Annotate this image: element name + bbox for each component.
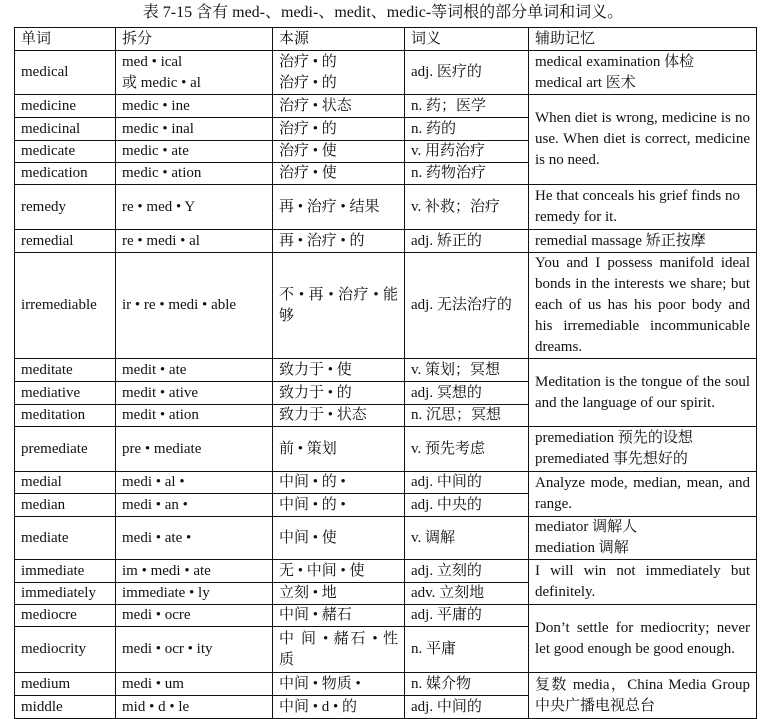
table-row	[15, 359, 757, 382]
origin-cell: 治疗 • 使	[273, 141, 405, 163]
meaning-cell: adj. 矫正的	[405, 230, 529, 253]
word-cell: remedial	[15, 230, 116, 253]
memory-cell	[529, 427, 757, 472]
table-caption: 表 7-15 含有 med-、medi-、medit、medic-等词根的部分单词和词义。	[142, 4, 624, 21]
word-cell: meditate	[15, 359, 116, 382]
table-row	[15, 605, 757, 627]
memory-line: medical art 医术	[535, 74, 636, 91]
origin-cell: 致力于 • 的	[273, 382, 405, 405]
memory-line: mediator 调解人	[535, 519, 638, 535]
origin-cell: 致力于 • 使	[273, 359, 405, 382]
origin-cell: 中间 • 的 •	[273, 472, 405, 494]
origin-line: 治疗 • 的	[279, 53, 337, 70]
word-cell: medial	[15, 472, 116, 494]
memory-cell: I will win not immediately but definitely.	[529, 560, 757, 605]
memory-cell	[529, 517, 757, 560]
word-cell: median	[15, 494, 116, 517]
table-row	[15, 95, 757, 118]
split-line: med • ical	[122, 53, 183, 70]
split-cell: ir • re • medi • able	[116, 253, 273, 359]
word-cell: middle	[15, 696, 116, 719]
table-row	[15, 230, 757, 253]
split-cell: re • med • Y	[116, 185, 273, 230]
memory-cell	[529, 51, 757, 95]
word-cell: immediate	[15, 560, 116, 583]
meaning-cell: adj. 医疗的	[405, 51, 529, 95]
table-row	[15, 51, 757, 95]
word-cell: mediocrity	[15, 627, 116, 673]
header-meaning: 词义	[405, 28, 529, 51]
meaning-cell: adj. 平庸的	[405, 605, 529, 627]
header-memory: 辅助记忆	[529, 28, 757, 51]
table-row	[15, 427, 757, 472]
origin-cell: 治疗 • 状态	[273, 95, 405, 118]
table-row	[15, 185, 757, 230]
split-cell: medi • an •	[116, 494, 273, 517]
meaning-cell: adj. 无法治疗的	[405, 253, 529, 359]
word-cell: mediocre	[15, 605, 116, 627]
origin-cell: 再 • 治疗 • 结果	[273, 185, 405, 230]
origin-line: 治疗 • 的	[279, 74, 337, 91]
split-cell: medi • um	[116, 673, 273, 696]
split-cell: medic • inal	[116, 118, 273, 141]
memory-cell: Meditation is the tongue of the soul and the language of our spirit.	[529, 359, 757, 427]
word-cell: premediate	[15, 427, 116, 472]
split-cell: immediate • ly	[116, 583, 273, 605]
word-cell: remedy	[15, 185, 116, 230]
header-word: 单词	[15, 28, 116, 51]
meaning-cell: v. 预先考虑	[405, 427, 529, 472]
meaning-cell: adj. 中央的	[405, 494, 529, 517]
word-cell: irremediable	[15, 253, 116, 359]
origin-cell: 治疗 • 的	[273, 118, 405, 141]
origin-cell	[273, 51, 405, 95]
memory-cell: When diet is wrong, medicine is no use. When diet is correct, medicine is no need.	[529, 95, 757, 185]
header-split: 拆分	[116, 28, 273, 51]
meaning-cell: n. 药的	[405, 118, 529, 141]
memory-cell: You and I possess manifold ideal bonds in the interests we share; but each of us has his poor body and his irremediable incommunicable dreams.	[529, 253, 757, 359]
memory-line: medical examination 体检	[535, 53, 695, 70]
memory-cell: remedial massage 矫正按摩	[529, 230, 757, 253]
split-cell: medic • ine	[116, 95, 273, 118]
word-cell: meditation	[15, 405, 116, 427]
split-cell	[116, 51, 273, 95]
memory-cell: Don’t settle for mediocrity; never let good enough be good enough.	[529, 605, 757, 673]
origin-cell: 无 • 中间 • 使	[273, 560, 405, 583]
split-cell: pre • mediate	[116, 427, 273, 472]
meaning-cell: n. 药物治疗	[405, 163, 529, 185]
table-row	[15, 517, 757, 560]
origin-cell: 再 • 治疗 • 的	[273, 230, 405, 253]
meaning-cell: n. 媒介物	[405, 673, 529, 696]
header-row	[15, 28, 757, 51]
origin-cell: 中间 • 使	[273, 517, 405, 560]
split-cell: medi • ate •	[116, 517, 273, 560]
vocabulary-table	[14, 27, 757, 719]
word-cell: medicinal	[15, 118, 116, 141]
origin-cell: 中 间 • 赭石 • 性质	[273, 627, 405, 673]
origin-cell: 不 • 再 • 治疗 • 能够	[273, 253, 405, 359]
word-cell: immediately	[15, 583, 116, 605]
word-cell: mediative	[15, 382, 116, 405]
meaning-cell: n. 沉思；冥想	[405, 405, 529, 427]
table-row	[15, 560, 757, 583]
split-line: 或 medic • al	[122, 74, 201, 91]
split-cell: re • medi • al	[116, 230, 273, 253]
split-cell: mid • d • le	[116, 696, 273, 719]
meaning-cell: adj. 冥想的	[405, 382, 529, 405]
word-cell: medication	[15, 163, 116, 185]
meaning-cell: n. 药；医学	[405, 95, 529, 118]
origin-cell: 致力于 • 状态	[273, 405, 405, 427]
memory-line: mediation 调解	[535, 540, 629, 556]
origin-cell: 中间 • 赭石	[273, 605, 405, 627]
split-cell: medi • ocre	[116, 605, 273, 627]
split-cell: medit • ative	[116, 382, 273, 405]
origin-cell: 治疗 • 使	[273, 163, 405, 185]
meaning-cell: n. 平庸	[405, 627, 529, 673]
origin-cell: 中间 • 的 •	[273, 494, 405, 517]
meaning-cell: v. 调解	[405, 517, 529, 560]
meaning-cell: v. 用药治疗	[405, 141, 529, 163]
table-row	[15, 472, 757, 494]
meaning-cell: v. 补救；治疗	[405, 185, 529, 230]
header-origin: 本源	[273, 28, 405, 51]
table-row	[15, 253, 757, 359]
word-cell: medicate	[15, 141, 116, 163]
memory-line: premediated 事先想好的	[535, 451, 688, 467]
origin-cell: 中间 • 物质 •	[273, 673, 405, 696]
meaning-cell: adj. 立刻的	[405, 560, 529, 583]
split-cell: medi • ocr • ity	[116, 627, 273, 673]
split-cell: medic • ate	[116, 141, 273, 163]
memory-cell: He that conceals his grief finds no remedy for it.	[529, 185, 757, 230]
split-cell: medi • al •	[116, 472, 273, 494]
origin-cell: 前 • 策划	[273, 427, 405, 472]
memory-cell: Analyze mode, median, mean, and range.	[529, 472, 757, 517]
table-row	[15, 673, 757, 696]
word-cell: medium	[15, 673, 116, 696]
split-cell: medit • ate	[116, 359, 273, 382]
memory-line: premediation 预先的设想	[535, 430, 693, 446]
origin-cell: 立刻 • 地	[273, 583, 405, 605]
meaning-cell: adj. 中间的	[405, 696, 529, 719]
split-cell: im • medi • ate	[116, 560, 273, 583]
memory-cell: 复数 media，China Media Group 中央广播电视总台	[529, 673, 757, 719]
split-cell: medic • ation	[116, 163, 273, 185]
word-cell: medicine	[15, 95, 116, 118]
meaning-cell: adj. 中间的	[405, 472, 529, 494]
word-cell: medical	[15, 51, 116, 95]
split-cell: medit • ation	[116, 405, 273, 427]
origin-cell: 中间 • d • 的	[273, 696, 405, 719]
meaning-cell: v. 策划；冥想	[405, 359, 529, 382]
word-cell: mediate	[15, 517, 116, 560]
meaning-cell: adv. 立刻地	[405, 583, 529, 605]
